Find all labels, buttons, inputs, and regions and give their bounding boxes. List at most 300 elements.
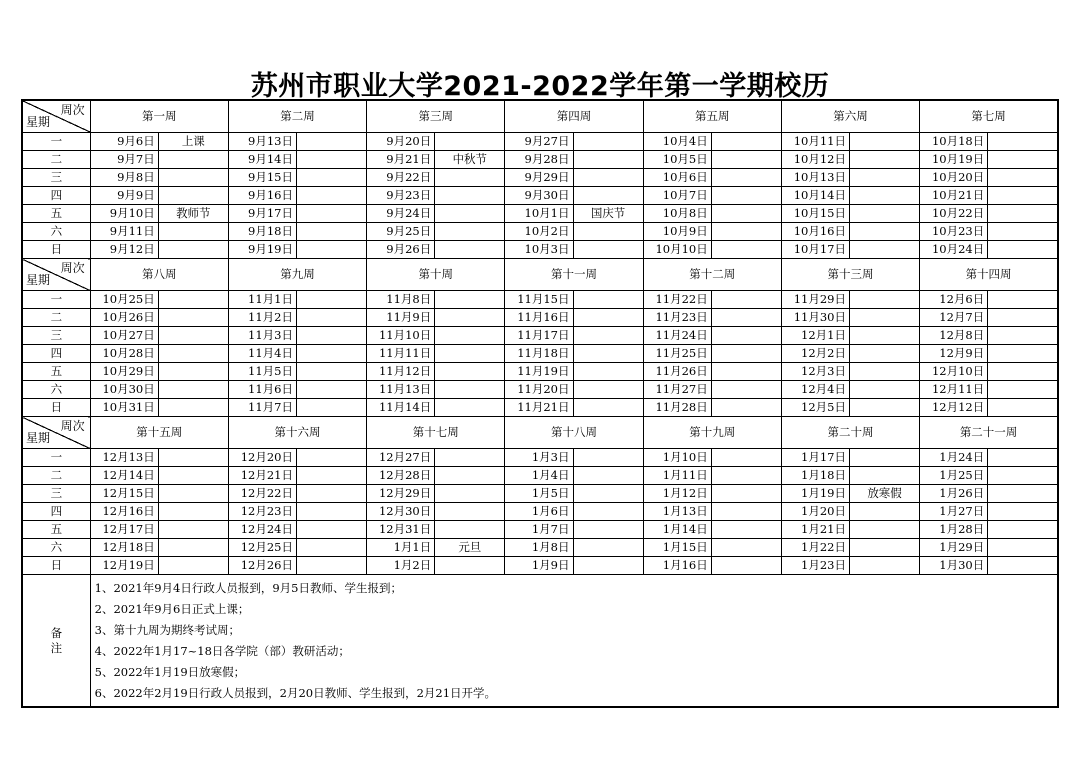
remarks-content: [90, 575, 1058, 708]
date-cell: 10月11日: [781, 133, 849, 151]
event-cell: [850, 223, 920, 241]
date-cell: 12月2日: [781, 345, 849, 363]
event-cell: [158, 151, 228, 169]
day-row: [22, 381, 1058, 399]
date-cell: 10月20日: [920, 169, 988, 187]
date-cell: 12月3日: [781, 363, 849, 381]
remark-item: 6、2022年2月19日行政人员报到，2月20日教师、学生报到，2月21日开学。: [94, 686, 497, 700]
event-cell: [988, 241, 1058, 259]
event-cell: [297, 503, 367, 521]
date-cell: 12月7日: [920, 309, 988, 327]
remark-item: 1、2021年9月4日行政人员报到，9月5日教师、学生报到；: [94, 581, 402, 595]
event-cell: [711, 503, 781, 521]
event-cell: [573, 169, 643, 187]
event-cell: [988, 557, 1058, 575]
event-cell: [711, 151, 781, 169]
diagonal-header-cell: [22, 259, 90, 291]
event-cell: [573, 399, 643, 417]
event-cell: [850, 345, 920, 363]
date-cell: 12月21日: [228, 467, 296, 485]
remark-item: 4、2022年1月17~18日各学院（部）教研活动；: [94, 644, 350, 658]
date-cell: 12月17日: [90, 521, 158, 539]
event-cell: [711, 223, 781, 241]
event-cell: [435, 291, 505, 309]
date-cell: 11月2日: [228, 309, 296, 327]
event-cell: [435, 485, 505, 503]
day-row: [22, 539, 1058, 557]
date-cell: 10月30日: [90, 381, 158, 399]
event-cell: [573, 187, 643, 205]
event-cell: [435, 381, 505, 399]
date-cell: 12月26日: [228, 557, 296, 575]
week-header: 第十八周: [505, 417, 643, 449]
event-cell: [297, 467, 367, 485]
event-cell: [988, 169, 1058, 187]
event-cell: [435, 503, 505, 521]
event-cell: [988, 467, 1058, 485]
date-cell: 10月17日: [781, 241, 849, 259]
event-cell: [573, 557, 643, 575]
date-cell: 1月13日: [643, 503, 711, 521]
date-cell: 9月23日: [367, 187, 435, 205]
date-cell: 1月9日: [505, 557, 573, 575]
date-cell: 11月21日: [505, 399, 573, 417]
date-cell: 11月16日: [505, 309, 573, 327]
weekday-cell: 一: [22, 291, 90, 309]
event-cell: [158, 187, 228, 205]
date-cell: 10月29日: [90, 363, 158, 381]
weekday-cell: 二: [22, 467, 90, 485]
event-cell: [988, 345, 1058, 363]
date-cell: 11月7日: [228, 399, 296, 417]
date-cell: 1月26日: [920, 485, 988, 503]
date-cell: 11月29日: [781, 291, 849, 309]
date-cell: 9月22日: [367, 169, 435, 187]
event-cell: [158, 449, 228, 467]
event-cell: [711, 187, 781, 205]
event-cell: [158, 291, 228, 309]
event-cell: [573, 291, 643, 309]
event-cell: [850, 327, 920, 345]
event-cell: [988, 205, 1058, 223]
date-cell: 1月1日: [367, 539, 435, 557]
event-cell: [711, 539, 781, 557]
event-cell: [435, 223, 505, 241]
event-cell: [435, 449, 505, 467]
date-cell: 9月10日: [90, 205, 158, 223]
week-header: 第二十周: [781, 417, 919, 449]
weekday-cell: 日: [22, 399, 90, 417]
remarks-row: [22, 575, 1058, 708]
event-cell: [158, 521, 228, 539]
event-cell: [435, 133, 505, 151]
date-cell: 12月24日: [228, 521, 296, 539]
event-cell: [297, 241, 367, 259]
event-cell: [158, 399, 228, 417]
event-cell: [297, 485, 367, 503]
event-cell: [988, 151, 1058, 169]
week-header: 第四周: [505, 100, 643, 133]
week-header-row: [22, 417, 1058, 449]
date-cell: 12月16日: [90, 503, 158, 521]
event-cell: [297, 187, 367, 205]
date-cell: 9月18日: [228, 223, 296, 241]
date-cell: 1月19日: [781, 485, 849, 503]
date-cell: 12月1日: [781, 327, 849, 345]
date-cell: 1月17日: [781, 449, 849, 467]
event-cell: [711, 449, 781, 467]
event-cell: [435, 363, 505, 381]
date-cell: 10月31日: [90, 399, 158, 417]
date-cell: 1月15日: [643, 539, 711, 557]
event-cell: [850, 133, 920, 151]
date-cell: 10月14日: [781, 187, 849, 205]
date-cell: 11月25日: [643, 345, 711, 363]
event-cell: [988, 503, 1058, 521]
event-cell: [988, 133, 1058, 151]
remark-item: 2、2021年9月6日正式上课；: [94, 602, 250, 616]
event-cell: [850, 309, 920, 327]
date-cell: 9月14日: [228, 151, 296, 169]
calendar-title: 苏州市职业大学2021-2022学年第一学期校历: [250, 71, 830, 102]
event-cell: [435, 205, 505, 223]
event-cell: [435, 169, 505, 187]
event-cell: [711, 309, 781, 327]
date-cell: 11月11日: [367, 345, 435, 363]
date-cell: 12月10日: [920, 363, 988, 381]
weekday-cell: 一: [22, 449, 90, 467]
event-cell: [158, 503, 228, 521]
date-cell: 10月23日: [920, 223, 988, 241]
event-cell: [158, 363, 228, 381]
event-cell: [988, 399, 1058, 417]
date-cell: 12月30日: [367, 503, 435, 521]
calendar-table: [21, 99, 1059, 708]
date-cell: 9月27日: [505, 133, 573, 151]
event-cell: [711, 485, 781, 503]
event-cell: [711, 327, 781, 345]
week-label: 周次: [60, 261, 85, 275]
event-cell: [158, 223, 228, 241]
event-cell: [158, 539, 228, 557]
date-cell: 10月25日: [90, 291, 158, 309]
event-cell: [711, 345, 781, 363]
date-cell: 11月15日: [505, 291, 573, 309]
date-cell: 10月24日: [920, 241, 988, 259]
week-header: 第二十一周: [920, 417, 1058, 449]
weekday-cell: 三: [22, 169, 90, 187]
date-cell: 11月20日: [505, 381, 573, 399]
date-cell: 1月6日: [505, 503, 573, 521]
date-cell: 1月20日: [781, 503, 849, 521]
event-cell: 中秋节: [435, 151, 505, 169]
event-cell: [711, 241, 781, 259]
event-cell: [297, 151, 367, 169]
remarks-label-cell: [22, 575, 90, 708]
event-cell: [158, 485, 228, 503]
event-cell: [988, 381, 1058, 399]
event-cell: [435, 345, 505, 363]
date-cell: 11月26日: [643, 363, 711, 381]
event-cell: [297, 521, 367, 539]
date-cell: 10月5日: [643, 151, 711, 169]
weekday-cell: 四: [22, 345, 90, 363]
date-cell: 10月15日: [781, 205, 849, 223]
date-cell: 9月19日: [228, 241, 296, 259]
weekday-cell: 四: [22, 187, 90, 205]
date-cell: 1月3日: [505, 449, 573, 467]
event-cell: [297, 381, 367, 399]
event-cell: [850, 291, 920, 309]
date-cell: 10月9日: [643, 223, 711, 241]
event-cell: [988, 291, 1058, 309]
date-cell: 11月8日: [367, 291, 435, 309]
date-cell: 1月29日: [920, 539, 988, 557]
date-cell: 12月19日: [90, 557, 158, 575]
date-cell: 11月30日: [781, 309, 849, 327]
weekday-cell: 五: [22, 205, 90, 223]
date-cell: 9月13日: [228, 133, 296, 151]
date-cell: 1月2日: [367, 557, 435, 575]
date-cell: 12月4日: [781, 381, 849, 399]
date-cell: 12月25日: [228, 539, 296, 557]
event-cell: [158, 557, 228, 575]
event-cell: [573, 467, 643, 485]
event-cell: [850, 539, 920, 557]
remark-item: 5、2022年1月19日放寒假；: [94, 665, 246, 679]
event-cell: [158, 345, 228, 363]
date-cell: 9月8日: [90, 169, 158, 187]
remark-item: 3、第十九周为期终考试周；: [94, 623, 240, 637]
date-cell: 12月12日: [920, 399, 988, 417]
weekday-cell: 日: [22, 557, 90, 575]
date-cell: 10月18日: [920, 133, 988, 151]
date-cell: 10月21日: [920, 187, 988, 205]
day-row: [22, 521, 1058, 539]
date-cell: 10月13日: [781, 169, 849, 187]
event-cell: [988, 485, 1058, 503]
event-cell: [850, 503, 920, 521]
event-cell: [435, 467, 505, 485]
day-row: [22, 467, 1058, 485]
weekday-cell: 四: [22, 503, 90, 521]
date-cell: 11月23日: [643, 309, 711, 327]
day-label: 星期: [26, 115, 51, 129]
date-cell: 1月11日: [643, 467, 711, 485]
weekday-cell: 三: [22, 327, 90, 345]
week-header: 第五周: [643, 100, 781, 133]
event-cell: [573, 345, 643, 363]
week-header: 第七周: [920, 100, 1058, 133]
date-cell: 9月11日: [90, 223, 158, 241]
date-cell: 1月25日: [920, 467, 988, 485]
week-header: 第九周: [228, 259, 366, 291]
week-header: 第十三周: [781, 259, 919, 291]
date-cell: 12月22日: [228, 485, 296, 503]
date-cell: 12月8日: [920, 327, 988, 345]
remarks-label-char: 注: [50, 640, 63, 655]
weekday-cell: 六: [22, 223, 90, 241]
day-row: [22, 241, 1058, 259]
date-cell: 11月6日: [228, 381, 296, 399]
date-cell: 10月19日: [920, 151, 988, 169]
date-cell: 9月21日: [367, 151, 435, 169]
event-cell: [573, 485, 643, 503]
date-cell: 11月24日: [643, 327, 711, 345]
date-cell: 12月9日: [920, 345, 988, 363]
date-cell: 1月8日: [505, 539, 573, 557]
date-cell: 12月31日: [367, 521, 435, 539]
date-cell: 12月13日: [90, 449, 158, 467]
day-row: [22, 363, 1058, 381]
event-cell: [711, 557, 781, 575]
date-cell: 11月19日: [505, 363, 573, 381]
event-cell: [158, 169, 228, 187]
event-cell: [850, 381, 920, 399]
day-row: [22, 449, 1058, 467]
remarks-label-char: 备: [50, 625, 63, 640]
event-cell: [297, 557, 367, 575]
event-cell: [435, 309, 505, 327]
event-cell: [573, 133, 643, 151]
weekday-cell: 三: [22, 485, 90, 503]
event-cell: [988, 539, 1058, 557]
date-cell: 10月7日: [643, 187, 711, 205]
event-cell: [850, 363, 920, 381]
event-cell: [573, 151, 643, 169]
event-cell: [850, 241, 920, 259]
date-cell: 10月27日: [90, 327, 158, 345]
date-cell: 1月21日: [781, 521, 849, 539]
event-cell: [711, 521, 781, 539]
event-cell: [850, 521, 920, 539]
event-cell: [435, 399, 505, 417]
date-cell: 12月28日: [367, 467, 435, 485]
event-cell: [573, 309, 643, 327]
date-cell: 1月30日: [920, 557, 988, 575]
event-cell: [297, 291, 367, 309]
event-cell: [158, 309, 228, 327]
event-cell: [711, 205, 781, 223]
event-cell: [850, 399, 920, 417]
date-cell: 10月6日: [643, 169, 711, 187]
date-cell: 10月3日: [505, 241, 573, 259]
week-header: 第八周: [90, 259, 228, 291]
date-cell: 1月18日: [781, 467, 849, 485]
day-row: [22, 205, 1058, 223]
day-row: [22, 399, 1058, 417]
event-cell: [711, 133, 781, 151]
event-cell: [573, 223, 643, 241]
event-cell: [297, 363, 367, 381]
event-cell: [573, 449, 643, 467]
event-cell: [573, 241, 643, 259]
event-cell: [711, 169, 781, 187]
weekday-cell: 日: [22, 241, 90, 259]
event-cell: 国庆节: [573, 205, 643, 223]
date-cell: 1月7日: [505, 521, 573, 539]
date-cell: 9月29日: [505, 169, 573, 187]
event-cell: [850, 467, 920, 485]
weekday-cell: 五: [22, 363, 90, 381]
date-cell: 9月12日: [90, 241, 158, 259]
event-cell: [297, 169, 367, 187]
event-cell: [988, 327, 1058, 345]
day-label: 星期: [26, 431, 51, 445]
date-cell: 10月26日: [90, 309, 158, 327]
date-cell: 11月4日: [228, 345, 296, 363]
event-cell: [573, 327, 643, 345]
date-cell: 9月9日: [90, 187, 158, 205]
event-cell: [850, 449, 920, 467]
day-row: [22, 503, 1058, 521]
week-header: 第十六周: [228, 417, 366, 449]
date-cell: 11月9日: [367, 309, 435, 327]
event-cell: [435, 557, 505, 575]
week-header: 第十七周: [367, 417, 505, 449]
event-cell: [158, 241, 228, 259]
date-cell: 9月30日: [505, 187, 573, 205]
event-cell: 元旦: [435, 539, 505, 557]
week-header: 第十一周: [505, 259, 643, 291]
date-cell: 10月8日: [643, 205, 711, 223]
date-cell: 11月1日: [228, 291, 296, 309]
date-cell: 11月22日: [643, 291, 711, 309]
date-cell: 11月18日: [505, 345, 573, 363]
date-cell: 10月4日: [643, 133, 711, 151]
weekday-cell: 一: [22, 133, 90, 151]
event-cell: [711, 381, 781, 399]
event-cell: [711, 399, 781, 417]
date-cell: 12月20日: [228, 449, 296, 467]
date-cell: 12月18日: [90, 539, 158, 557]
date-cell: 11月28日: [643, 399, 711, 417]
date-cell: 12月29日: [367, 485, 435, 503]
event-cell: [297, 399, 367, 417]
date-cell: 11月10日: [367, 327, 435, 345]
date-cell: 1月27日: [920, 503, 988, 521]
event-cell: [297, 223, 367, 241]
event-cell: [988, 521, 1058, 539]
weekday-cell: 二: [22, 151, 90, 169]
date-cell: 9月7日: [90, 151, 158, 169]
date-cell: 1月28日: [920, 521, 988, 539]
day-label: 星期: [26, 273, 51, 287]
event-cell: [573, 503, 643, 521]
date-cell: 9月16日: [228, 187, 296, 205]
event-cell: [988, 223, 1058, 241]
date-cell: 9月15日: [228, 169, 296, 187]
date-cell: 11月17日: [505, 327, 573, 345]
week-header-row: [22, 100, 1058, 133]
day-row: [22, 485, 1058, 503]
date-cell: 12月5日: [781, 399, 849, 417]
event-cell: [297, 309, 367, 327]
date-cell: 12月15日: [90, 485, 158, 503]
event-cell: [435, 327, 505, 345]
day-row: [22, 151, 1058, 169]
event-cell: [297, 133, 367, 151]
event-cell: 放寒假: [850, 485, 920, 503]
week-header: 第六周: [781, 100, 919, 133]
date-cell: 9月6日: [90, 133, 158, 151]
event-cell: [850, 557, 920, 575]
date-cell: 1月4日: [505, 467, 573, 485]
date-cell: 12月6日: [920, 291, 988, 309]
date-cell: 1月10日: [643, 449, 711, 467]
event-cell: [573, 381, 643, 399]
date-cell: 11月12日: [367, 363, 435, 381]
